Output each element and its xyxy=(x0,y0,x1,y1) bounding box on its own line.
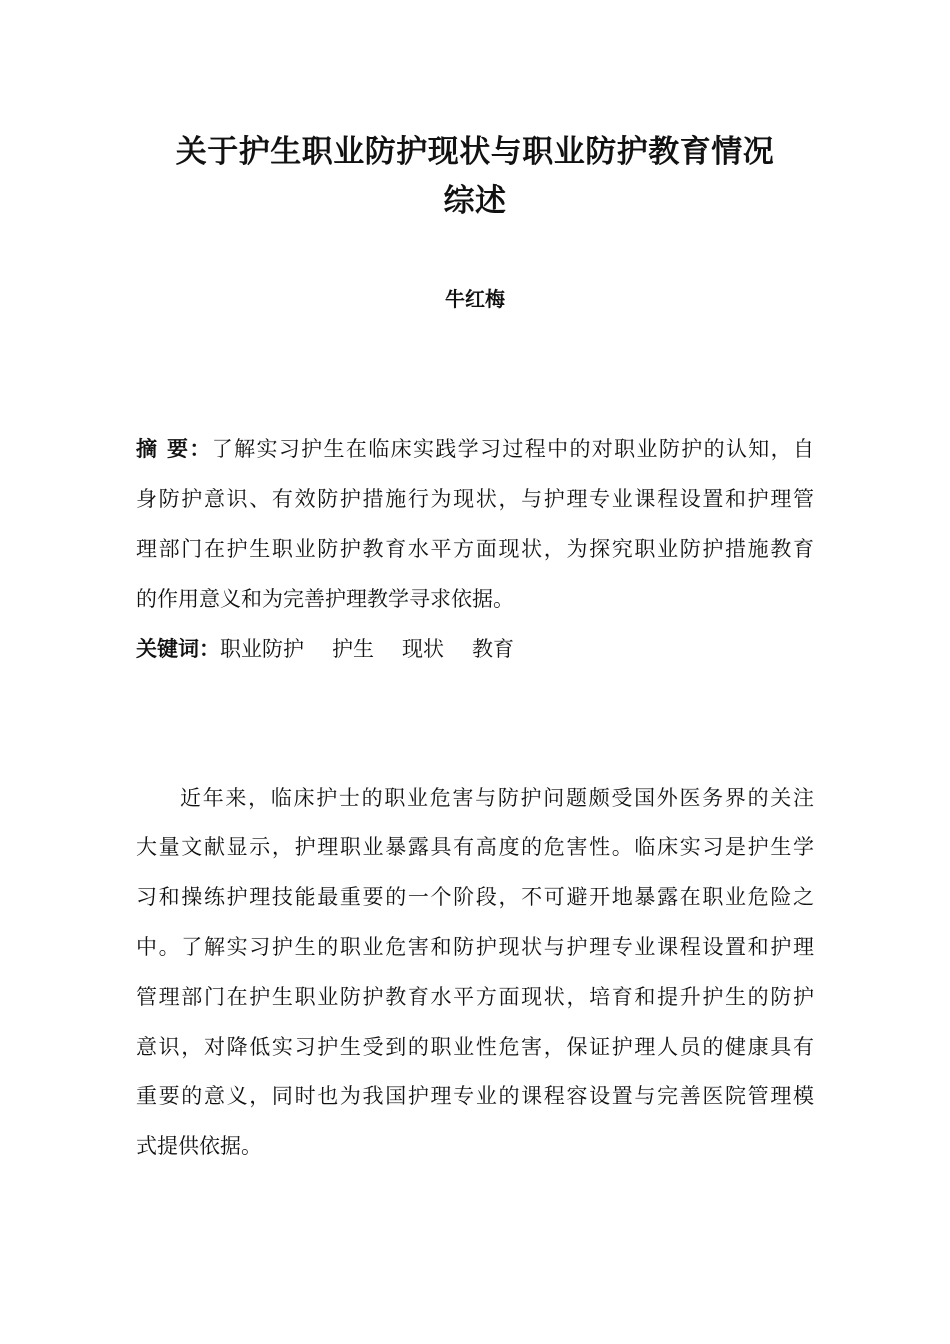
body-line-2: 大量文献显示，护理职业暴露具有高度的危害性。临床实习是护生学 xyxy=(136,835,814,859)
body-line-1: 近年来，临床护士的职业危害与防护问题颇受国外医务界的关注 xyxy=(180,786,814,810)
body-line-7: 重要的意义，同时也为我国护理专业的课程容设置与完善医院管理模 xyxy=(136,1084,814,1108)
keyword: 现状 xyxy=(402,637,444,661)
keyword: 教育 xyxy=(472,637,514,661)
body-line-6: 意识，对降低实习护生受到的职业性危害，保证护理人员的健康具有 xyxy=(136,1035,814,1059)
title-line-2: 综述 xyxy=(443,183,507,219)
author-name: 牛红梅 xyxy=(445,287,505,311)
body-line-3: 习和操练护理技能最重要的一个阶段，不可避开地暴露在职业危险之 xyxy=(136,885,814,909)
abstract-text: 了解实习护生在临床实践学习过程中的对职业防护的认知，自 xyxy=(211,437,815,461)
keyword: 职业防护 xyxy=(220,637,304,661)
title-line-1: 关于护生职业防护现状与职业防护教育情况 xyxy=(175,134,775,170)
keyword: 护生 xyxy=(332,637,374,661)
abstract-line-3: 理部门在护生职业防护教育水平方面现状，为探究职业防护措施教育 xyxy=(136,537,814,561)
body-line-4: 中。了解实习护生的职业危害和防护现状与护理专业课程设置和护理 xyxy=(136,935,814,959)
abstract-line-2: 身防护意识、有效防护措施行为现状，与护理专业课程设置和护理管 xyxy=(136,487,814,511)
abstract-line-4: 的作用意义和为完善护理教学寻求依据。 xyxy=(136,587,514,611)
keywords-row xyxy=(136,633,514,665)
abstract-line-1 xyxy=(136,433,814,465)
keywords-label: 关键词： xyxy=(136,637,220,661)
abstract-label: 摘 要： xyxy=(136,437,212,461)
body-line-5: 管理部门在护生职业防护教育水平方面现状，培育和提升护生的防护 xyxy=(136,985,814,1009)
body-line-8: 式提供依据。 xyxy=(136,1134,262,1158)
